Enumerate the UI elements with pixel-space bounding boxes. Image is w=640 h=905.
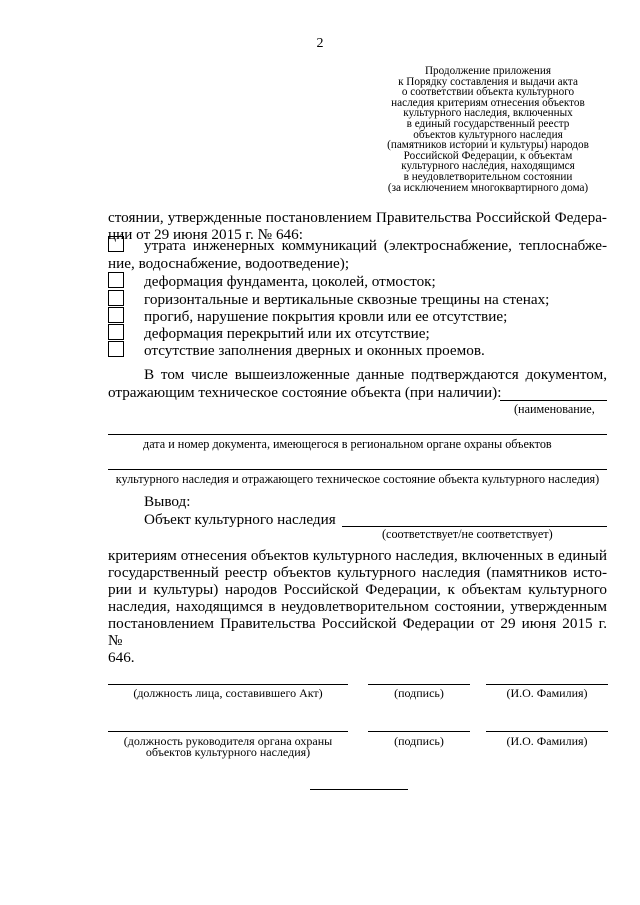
appendix-line: (за исключением многоквартирного дома) [387,181,589,194]
intro-line: ции от 29 июня 2015 г. № 646: [108,226,303,243]
conclusion-line: постановлением Правительства Российской Федерации от 29 июня 2015 г. № [108,615,607,649]
checkbox-utilities[interactable] [108,236,124,252]
checkbox-cracks[interactable] [108,290,124,306]
head-position-field[interactable] [108,731,348,732]
head-name-field[interactable] [486,731,608,732]
checklist-item-label: утрата инженерных коммуникаций (электроснабжение, теплоснабже- [144,237,607,254]
conclusion-line: критериям отнесения объектов культурного наследия, включенных в единый [108,547,607,564]
appendix-header [362,66,614,193]
signature-caption [108,736,348,758]
document-details-field[interactable] [108,434,607,435]
checklist-item-label: горизонтальные и вертикальные сквозные трещины на стенах; [144,291,550,308]
appendix-line: наследия критериям отнесения объектов [391,96,585,109]
author-position-field[interactable] [108,684,348,685]
signature-caption: (подпись) [394,734,444,748]
checklist-item-label: деформация фундамента, цоколей, отмосток; [144,273,436,290]
conclusion-line: государственный реестр объектов культурного наследия (памятников исто- [108,564,607,581]
checklist-item-label: деформация перекрытий или их отсутствие; [144,325,430,342]
object-label: Объект культурного наследия [144,511,336,528]
conclusion-label: Вывод: [144,493,191,510]
checklist-item-label: ние, водоснабжение, водоотведение); [108,255,350,272]
checkbox-floors[interactable] [108,324,124,340]
appendix-line: о соответствии объекта культурного [401,86,575,99]
field-hint: культурного наследия и отражающего техническое состояние объекта культурного наследия) [115,472,600,486]
document-source-field[interactable] [108,469,607,470]
appendix-line: Российской Федерации, к объектам [403,149,573,162]
head-signature-field[interactable] [368,731,470,732]
field-hint: дата и номер документа, имеющегося в региональном органе охраны объектов [143,437,552,451]
appendix-line: Продолжение приложения [424,65,552,77]
signature-caption: (должность лица, составившего Акт) [133,686,323,700]
conclusion-line: наследия, находящимся в неудовлетворительном состоянии, утвержденным [108,598,607,615]
confirm-line-2 [108,384,501,401]
page-number: 2 [316,36,324,51]
signature-caption-line: (должность руководителя органа охраны [123,734,333,748]
author-name-field[interactable] [486,684,608,685]
appendix-line: объектов культурного наследия [413,128,563,141]
conclusion-line: рии и культуры) народов Российской Федерации, к объектам культурного [108,581,607,598]
appendix-line: к Порядку составления и выдачи акта [398,75,578,88]
confirm-text: отражающим техническое состояние объекта (при наличии): [108,384,502,401]
confirm-text: В том числе вышеизложенные данные подтверждаются документом, [144,366,607,383]
confirm-line-1 [144,366,607,383]
intro-line: стоянии, утвержденные постановлением Правительства Российской Федера- [108,209,607,226]
field-hint: (соответствует/не соответствует) [382,527,553,541]
conclusion-line: 646. [108,649,135,666]
appendix-line: в единый государственный реестр [406,117,570,130]
appendix-line: (памятников истории и культуры) народов [387,139,589,152]
checklist-item-label: отсутствие заполнения дверных и оконных проемов. [144,342,485,359]
checkbox-foundation[interactable] [108,272,124,288]
signature-caption-line: объектов культурного наследия) [145,745,311,759]
signature-caption: (И.О. Фамилия) [506,734,588,748]
checkbox-openings[interactable] [108,341,124,357]
document-name-field[interactable] [500,400,607,401]
author-signature-field[interactable] [368,684,470,685]
end-divider [310,789,408,790]
conclusion-paragraph [108,547,607,666]
appendix-line: в неудовлетворительном состоянии [403,170,573,183]
appendix-line: культурного наследия, включенных [403,107,573,120]
checkbox-roof[interactable] [108,307,124,323]
appendix-line: культурного наследия, находящимся [401,160,575,173]
signature-caption: (подпись) [394,686,444,700]
checklist-item-label: прогиб, нарушение покрытия кровли или ее отсутствие; [144,308,508,325]
field-hint: (наименование, [514,402,595,416]
signature-caption: (И.О. Фамилия) [506,686,588,700]
